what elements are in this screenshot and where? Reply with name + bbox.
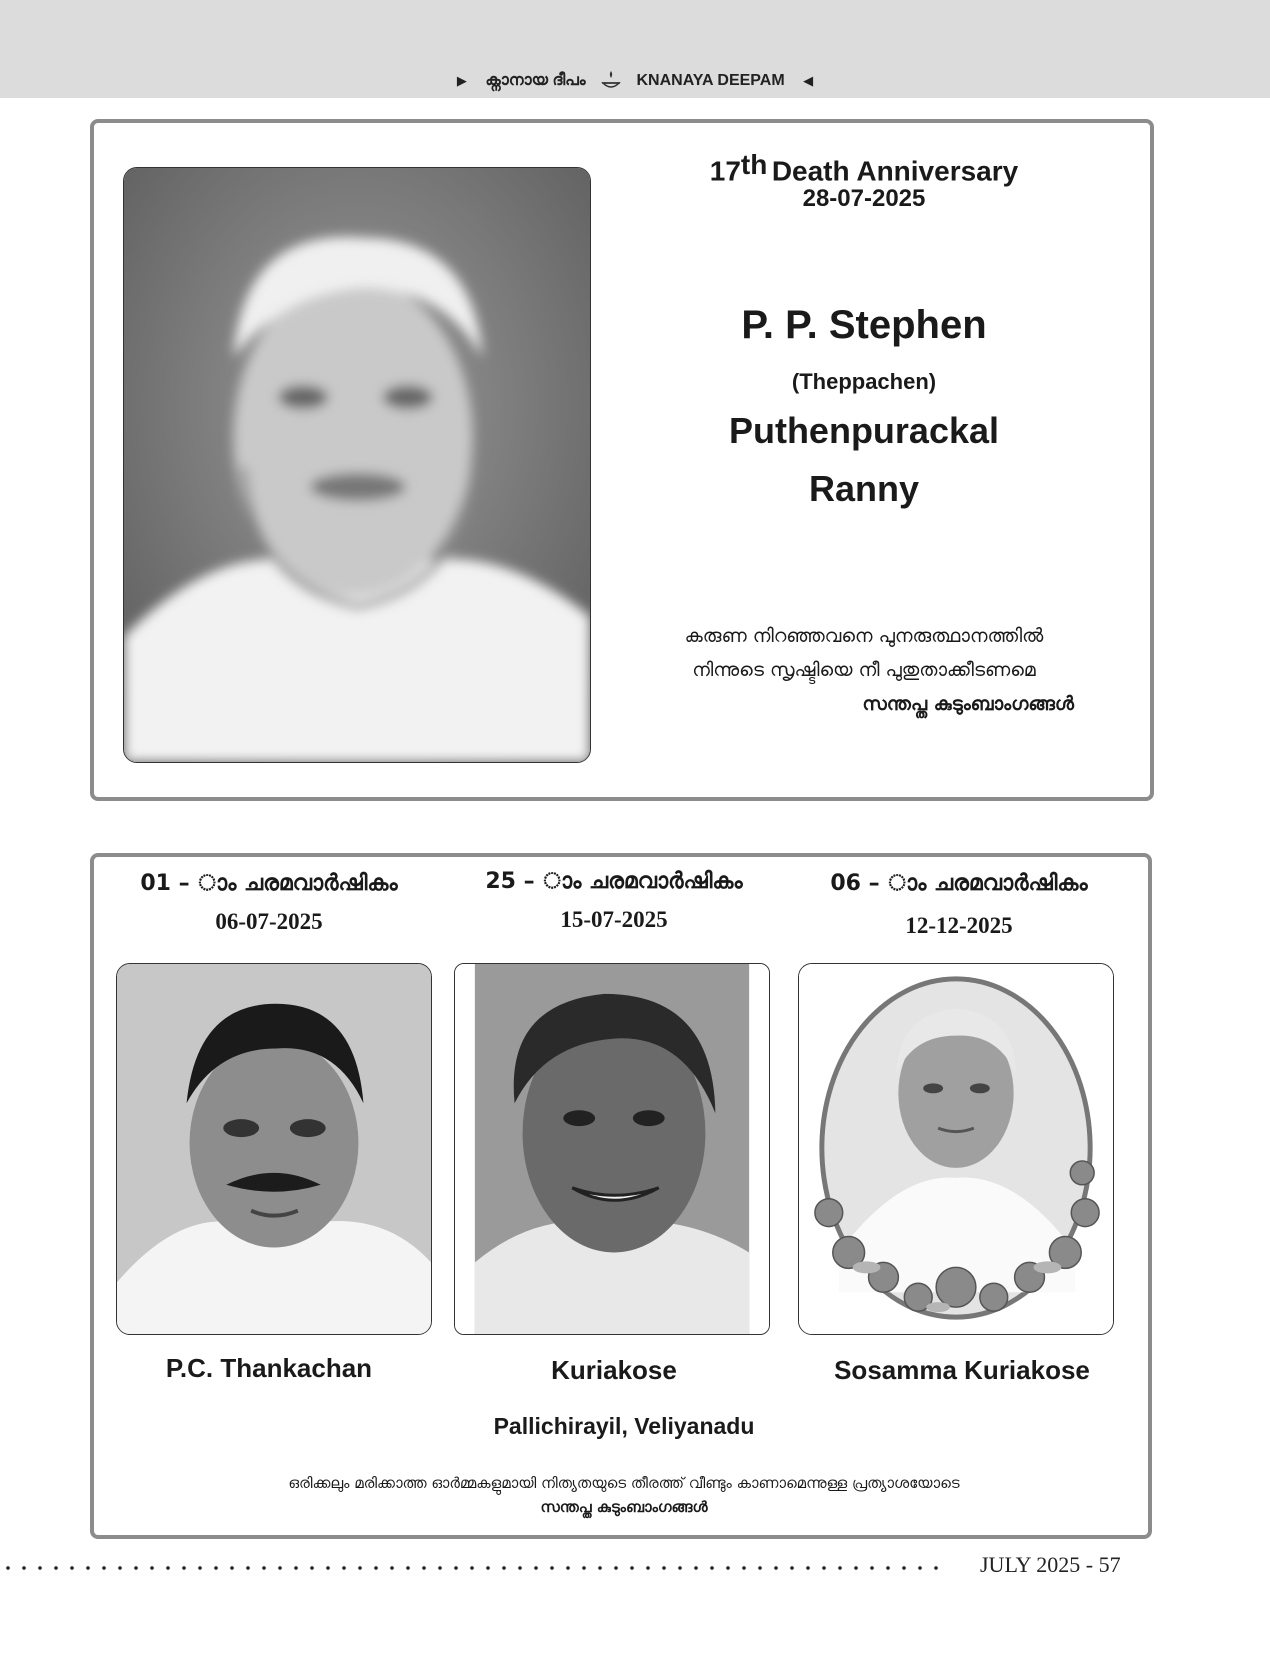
anniversary-heading xyxy=(654,149,1074,187)
english-magazine-title: KNANAYA DEEPAM xyxy=(636,72,785,89)
place-name: Ranny xyxy=(808,468,920,509)
oil-lamp-icon xyxy=(600,70,622,92)
left-triangle-icon: ◀ xyxy=(803,73,814,88)
anniversary-date-1: 06-07-2025 xyxy=(215,909,323,934)
anniversary-date-3: 12-12-2025 xyxy=(905,913,1013,938)
person-name-2: Kuriakose xyxy=(551,1355,677,1385)
portrait-photo-kuriakose xyxy=(454,963,770,1335)
anniversary-date-2: 15-07-2025 xyxy=(560,907,668,932)
remembrance-prayer: ഒരിക്കലും മരിക്കാത്ത ഓർമ്മകളുമായി നിത്യതയുടെ തീരത്ത് വീണ്ടും കാണാമെന്നുള്ള പ്രത്യാശയോടെ xyxy=(288,1474,960,1492)
family-name: Puthenpurackal xyxy=(728,410,1000,451)
footer-dotted-rule xyxy=(0,1565,940,1571)
person-name-3: Sosamma Kuriakose xyxy=(834,1355,1090,1385)
person-alias: (Theppachen) xyxy=(791,369,937,394)
anniversary-number: 17 xyxy=(709,155,741,187)
anniversary-label: Death Anniversary xyxy=(771,155,1019,187)
anniversary-title-1: 01 – ാം ചരമവാർഷികം xyxy=(140,871,398,896)
person-name: P. P. Stephen xyxy=(741,303,987,347)
portrait-photo-thankachan xyxy=(116,963,432,1335)
anniversary-suffix: th xyxy=(740,149,768,180)
portrait-photo-sosamma xyxy=(798,963,1114,1335)
prayer-line-2: നിന്നുടെ സൃഷ്ടിയെ നീ പുതുതാക്കീടണമെ xyxy=(692,659,1036,681)
anniversary-title-3: 06 – ാം ചരമവാർഷികം xyxy=(830,871,1088,896)
malayalam-magazine-title: ക്നാനായ ദീപം xyxy=(485,72,586,89)
portrait-photo-stephen xyxy=(123,167,591,763)
header-title-row xyxy=(0,70,1270,92)
family-signature-bottom: സന്തപ്ത കുടുംബാംഗങ്ങൾ xyxy=(540,1498,708,1516)
memorial-card-stephen xyxy=(90,119,1154,801)
anniversary-date: 28-07-2025 xyxy=(802,185,926,212)
prayer-line-1: കരുണ നിറഞ്ഞവനെ പുനരുത്ഥാനത്തിൽ xyxy=(684,625,1044,647)
family-place: Pallichirayil, Veliyanadu xyxy=(493,1413,755,1439)
person-name-1: P.C. Thankachan xyxy=(165,1353,373,1383)
memorial-card-pallichirayil xyxy=(90,853,1152,1539)
page-number: JULY 2025 - 57 xyxy=(980,1552,1121,1577)
right-triangle-icon: ▶ xyxy=(456,73,467,88)
anniversary-title-2: 25 – ാം ചരമവാർഷികം xyxy=(485,869,743,894)
family-signature: സന്തപ്ത കുടുംബാംഗങ്ങൾ xyxy=(862,693,1074,715)
